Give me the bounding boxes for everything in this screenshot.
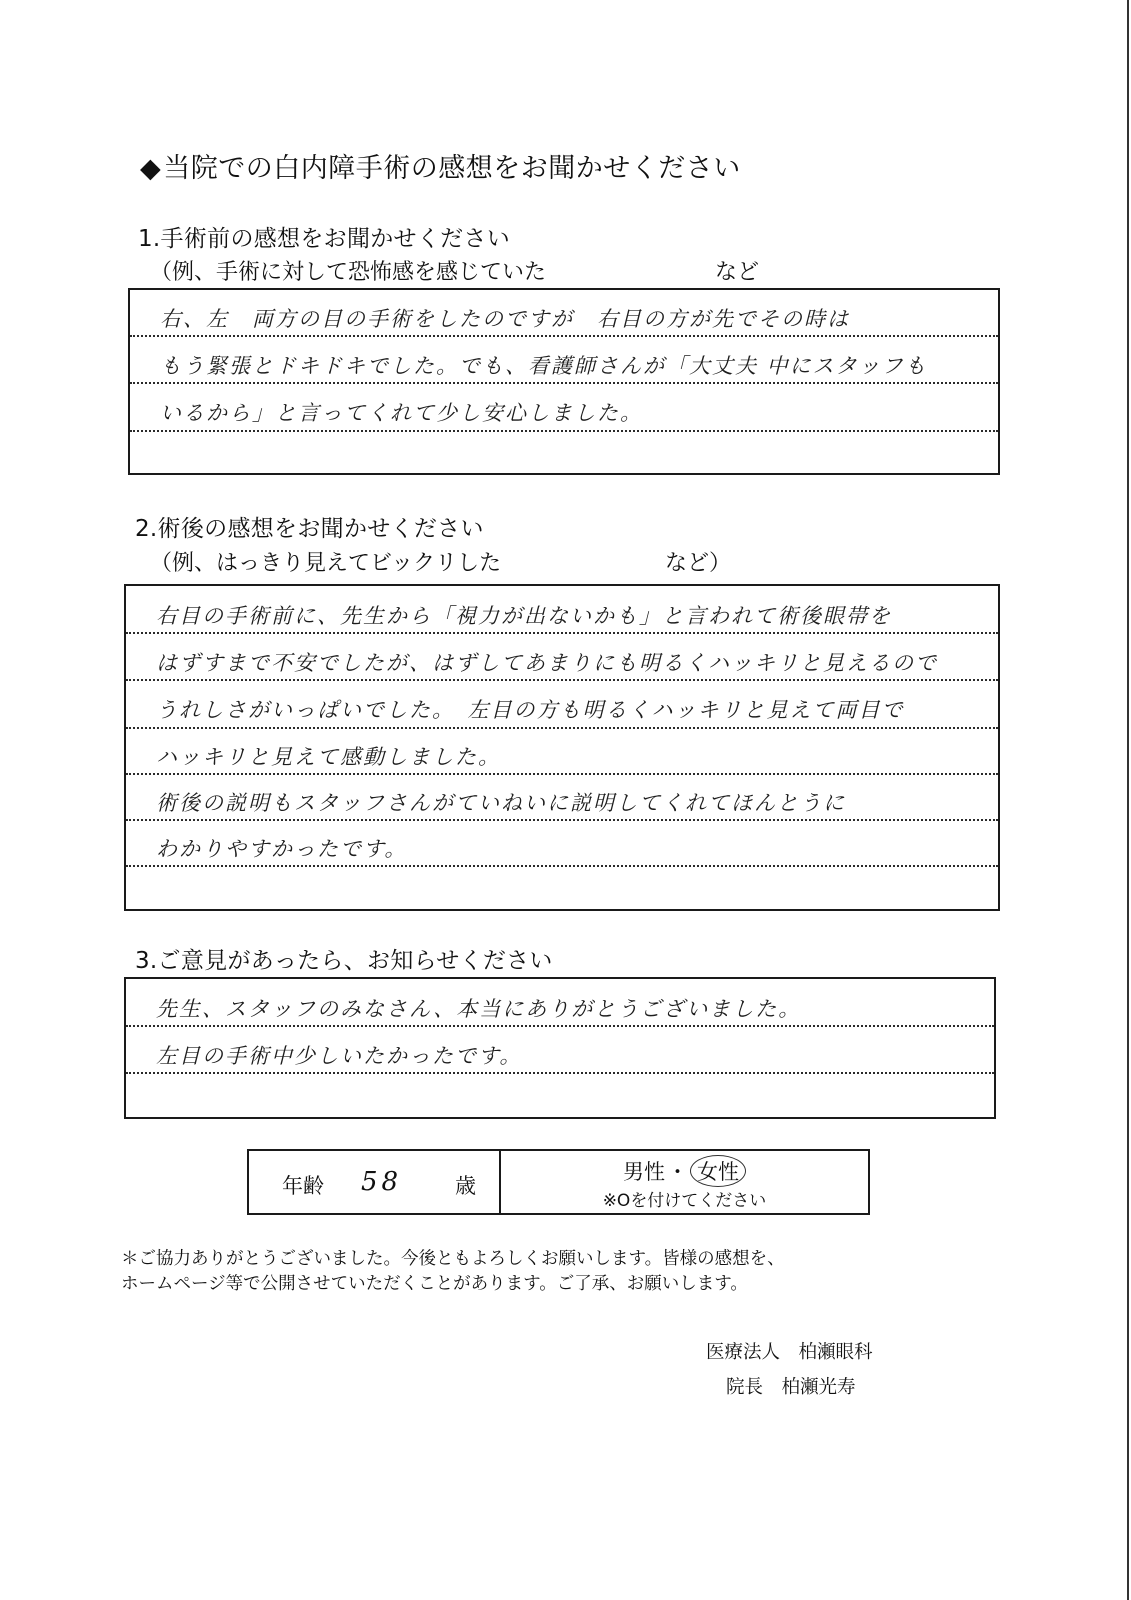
section-1-answer-box[interactable] <box>128 288 1000 475</box>
age-unit: 歳 <box>455 1174 476 1198</box>
answer-line: はずすまで不安でしたが、はずしてあまりにも明るくハッキリと見えるので <box>156 651 938 675</box>
section-2-example-suffix: など） <box>665 551 732 576</box>
ruled-line <box>126 773 998 775</box>
answer-line: 術後の説明もスタッフさんがていねいに説明してくれてほんとうに <box>156 791 846 815</box>
ruled-line <box>126 679 998 681</box>
gender-separator: ・ <box>667 1160 688 1184</box>
answer-line: 右、左 両方の目の手術をしたのですが 右目の方が先でその時は <box>160 307 850 331</box>
footnote <box>121 1247 785 1297</box>
ruled-line <box>126 1025 994 1027</box>
footnote-line: ＊ご協力ありがとうございました。今後ともよろしくお願いします。皆様の感想を、 <box>121 1249 785 1269</box>
gender-instruction: ※Oを付けてください <box>602 1191 767 1211</box>
ruled-line <box>130 382 998 384</box>
age-value[interactable]: 58 <box>361 1167 403 1197</box>
ruled-line <box>126 819 998 821</box>
answer-line: 右目の手術前に、先生から「視力が出ないかも」と言われて術後眼帯を <box>156 604 892 628</box>
age-label: 年齢 <box>282 1174 324 1198</box>
section-3-answer-box[interactable] <box>124 977 996 1119</box>
section-2-heading: 2.術後の感想をお聞かせください <box>135 516 484 542</box>
section-2-example <box>150 546 732 577</box>
gender-options <box>501 1155 868 1187</box>
ruled-line <box>126 865 998 867</box>
answer-line: わかりやすかったです。 <box>156 837 408 861</box>
answer-line: うれしさがいっぱいでした。 左目の方も明るくハッキリと見えて両目で <box>156 698 905 722</box>
section-1-heading: 1.手術前の感想をお聞かせください <box>138 226 511 252</box>
section-1-example-suffix: など <box>715 260 760 285</box>
section-2-answer-box[interactable] <box>124 584 1000 911</box>
page-title-text: 当院での白内障手術の感想をお聞かせください <box>163 153 741 184</box>
answer-line: もう緊張とドキドキでした。でも、看護師さんが「大丈夫 中にスタッフも <box>160 354 928 378</box>
diamond-bullet-icon: ◆ <box>140 153 162 184</box>
scan-border <box>1127 0 1129 1600</box>
answer-line: 左目の手術中少しいたかったです。 <box>156 1044 523 1068</box>
ruled-line <box>130 430 998 432</box>
section-1-example <box>150 255 760 286</box>
ruled-line <box>130 335 998 337</box>
answer-line: 先生、スタッフのみなさん、本当にありがとうございました。 <box>156 997 802 1021</box>
section-1-example-text: （例、手術に対して恐怖感を感じていた <box>150 260 547 285</box>
age-cell <box>249 1151 501 1213</box>
gender-option-female[interactable]: 女性 <box>690 1155 746 1187</box>
ruled-line <box>126 727 998 729</box>
gender-cell <box>501 1151 868 1213</box>
gender-option-male[interactable]: 男性 <box>623 1160 665 1184</box>
answer-line: ハッキリと見えて感動しました。 <box>156 745 501 769</box>
ruled-line <box>126 632 998 634</box>
answer-line: いるから」と言ってくれて少し安心しました。 <box>160 401 643 425</box>
section-3-heading: 3.ご意見があったら、お知らせください <box>135 948 553 974</box>
clinic-director: 院長 柏瀬光寿 <box>726 1377 856 1398</box>
respondent-info-box <box>247 1149 870 1215</box>
footnote-line: ホームページ等で公開させていただくことがあります。ご了承、お願いします。 <box>121 1274 748 1294</box>
section-2-example-text: （例、はっきり見えてビックリした <box>150 551 502 576</box>
ruled-line <box>126 1072 994 1074</box>
page-title <box>140 146 741 185</box>
clinic-name: 医療法人 柏瀬眼科 <box>706 1342 873 1363</box>
